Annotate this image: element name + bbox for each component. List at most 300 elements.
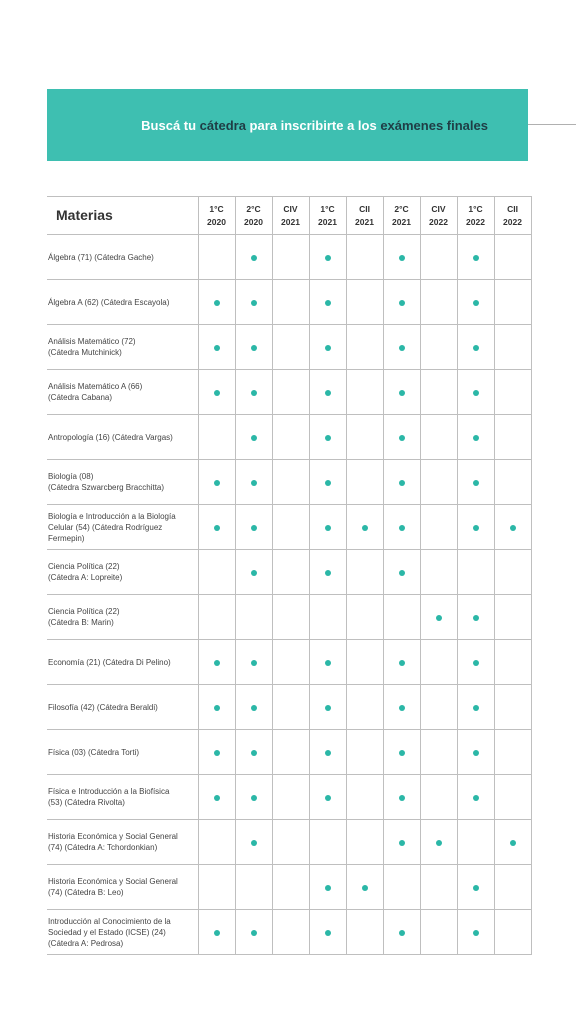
availability-cell [198, 235, 235, 280]
availability-cell [235, 325, 272, 370]
available-dot-icon [473, 795, 479, 801]
column-header [383, 197, 420, 235]
availability-cell [494, 685, 531, 730]
available-dot-icon [251, 930, 257, 936]
available-dot-icon [362, 885, 368, 891]
available-dot-icon [473, 885, 479, 891]
availability-cell [309, 820, 346, 865]
availability-cell [198, 730, 235, 775]
availability-cell [420, 910, 457, 955]
available-dot-icon [325, 930, 331, 936]
available-dot-icon [325, 660, 331, 666]
available-dot-icon [251, 750, 257, 756]
table-row [47, 505, 531, 550]
availability-cell [198, 505, 235, 550]
available-dot-icon [473, 705, 479, 711]
subject-name-line: Biología e Introducción a la Biología [48, 511, 176, 521]
availability-cell [235, 640, 272, 685]
column-period: 1°C [209, 203, 224, 214]
available-dot-icon [325, 525, 331, 531]
available-dot-icon [251, 840, 257, 846]
availability-cell [383, 370, 420, 415]
column-period: CIV [431, 203, 446, 214]
available-dot-icon [473, 300, 479, 306]
available-dot-icon [251, 525, 257, 531]
column-period: 1°C [320, 203, 335, 214]
available-dot-icon [399, 435, 405, 441]
available-dot-icon [214, 300, 220, 306]
availability-cell [346, 865, 383, 910]
availability-cell [383, 235, 420, 280]
availability-cell [420, 775, 457, 820]
subject-name-line: (Cátedra B: Marin) [48, 618, 114, 627]
subject-name-line: Antropología (16) (Cátedra Vargas) [48, 432, 173, 442]
column-year: 2021 [318, 216, 337, 227]
availability-cell [235, 775, 272, 820]
availability-cell [494, 730, 531, 775]
subject-name-line: Álgebra (71) (Cátedra Gache) [48, 252, 154, 262]
column-period: CII [359, 203, 370, 214]
availability-cell [235, 460, 272, 505]
column-header [420, 197, 457, 235]
availability-cell [457, 550, 494, 595]
subject-name [47, 370, 198, 415]
availability-cell [383, 820, 420, 865]
table-row [47, 865, 531, 910]
available-dot-icon [251, 795, 257, 801]
availability-cell [346, 460, 383, 505]
availability-cell [272, 325, 309, 370]
availability-cell [420, 505, 457, 550]
availability-cell [494, 280, 531, 325]
available-dot-icon [399, 480, 405, 486]
available-dot-icon [214, 795, 220, 801]
availability-cell [198, 595, 235, 640]
availability-cell [309, 910, 346, 955]
availability-cell [457, 910, 494, 955]
column-period: 2°C [246, 203, 261, 214]
availability-cell [457, 505, 494, 550]
availability-cell [346, 910, 383, 955]
available-dot-icon [473, 525, 479, 531]
available-dot-icon [436, 615, 442, 621]
availability-cell [235, 865, 272, 910]
available-dot-icon [473, 750, 479, 756]
availability-cell [457, 415, 494, 460]
subject-name-line: Historia Económica y Social General [48, 832, 178, 841]
availability-cell [383, 865, 420, 910]
subject-name-line: Ciencia Política (22) [48, 562, 120, 571]
subject-name [47, 460, 198, 505]
availability-cell [420, 280, 457, 325]
availability-cell [272, 370, 309, 415]
availability-cell [235, 550, 272, 595]
available-dot-icon [325, 480, 331, 486]
subject-name-line: Ciencia Política (22) [48, 607, 120, 616]
column-header [198, 197, 235, 235]
available-dot-icon [214, 525, 220, 531]
availability-cell [198, 685, 235, 730]
available-dot-icon [325, 570, 331, 576]
table-header-row [47, 197, 531, 235]
available-dot-icon [473, 390, 479, 396]
availability-cell [494, 550, 531, 595]
availability-cell [494, 505, 531, 550]
subject-name-line: Fermepin) [48, 533, 85, 543]
available-dot-icon [399, 345, 405, 351]
available-dot-icon [251, 435, 257, 441]
availability-cell [235, 505, 272, 550]
availability-cell [457, 370, 494, 415]
availability-cell [346, 325, 383, 370]
subject-name-line: (Cátedra A: Pedrosa) [48, 938, 124, 948]
availability-cell [235, 595, 272, 640]
availability-cell [494, 640, 531, 685]
subject-name-line: Física e Introducción a la Biofísica [48, 787, 170, 796]
column-year: 2021 [355, 216, 374, 227]
available-dot-icon [510, 840, 516, 846]
availability-cell [309, 640, 346, 685]
availability-cell [272, 820, 309, 865]
availability-cell [494, 325, 531, 370]
subject-name [47, 325, 198, 370]
availability-cell [457, 235, 494, 280]
availability-cell [272, 415, 309, 460]
available-dot-icon [251, 570, 257, 576]
availability-cell [457, 730, 494, 775]
subject-name-line: Sociedad y el Estado (ICSE) (24) [48, 927, 166, 937]
table-row [47, 370, 531, 415]
availability-cell [272, 730, 309, 775]
available-dot-icon [251, 660, 257, 666]
availability-cell [420, 730, 457, 775]
availability-cell [383, 325, 420, 370]
table-row [47, 235, 531, 280]
availability-cell [457, 280, 494, 325]
availability-cell [457, 460, 494, 505]
availability-cell [494, 595, 531, 640]
availability-cell [235, 730, 272, 775]
availability-cell [346, 775, 383, 820]
table-row [47, 325, 531, 370]
availability-cell [383, 775, 420, 820]
availability-cell [346, 505, 383, 550]
available-dot-icon [399, 255, 405, 261]
availability-cell [420, 325, 457, 370]
availability-cell [346, 550, 383, 595]
availability-cell [383, 460, 420, 505]
availability-cell [420, 640, 457, 685]
available-dot-icon [251, 705, 257, 711]
availability-cell [198, 415, 235, 460]
availability-cell [383, 640, 420, 685]
subject-name-line: (Cátedra Szwarcberg Bracchitta) [48, 483, 165, 492]
available-dot-icon [399, 300, 405, 306]
availability-cell [383, 550, 420, 595]
availability-cell [309, 730, 346, 775]
availability-cell [235, 235, 272, 280]
available-dot-icon [251, 390, 257, 396]
availability-cell [420, 685, 457, 730]
subject-name-line: Análisis Matemático A (66) [48, 382, 143, 391]
availability-cell [383, 280, 420, 325]
available-dot-icon [251, 480, 257, 486]
available-dot-icon [510, 525, 516, 531]
availability-cell [383, 730, 420, 775]
subject-name-line: Biología (08) [48, 472, 94, 481]
availability-cell [309, 595, 346, 640]
available-dot-icon [399, 930, 405, 936]
availability-cell [198, 550, 235, 595]
availability-cell [272, 505, 309, 550]
subject-name-line: Análisis Matemático (72) [48, 337, 136, 346]
availability-cell [235, 370, 272, 415]
availability-cell [346, 595, 383, 640]
available-dot-icon [436, 840, 442, 846]
availability-cell [198, 280, 235, 325]
subject-name [47, 820, 198, 865]
subject-name [47, 550, 198, 595]
subject-name [47, 235, 198, 280]
table-row [47, 460, 531, 505]
available-dot-icon [325, 435, 331, 441]
availability-cell [457, 595, 494, 640]
available-dot-icon [325, 750, 331, 756]
availability-cell [346, 370, 383, 415]
availability-cell [494, 910, 531, 955]
availability-cell [309, 865, 346, 910]
subject-name-line: Historia Económica y Social General [48, 877, 178, 886]
table-row [47, 730, 531, 775]
banner-title: Buscá tu cátedra para inscribirte a los exámenes finales [141, 117, 488, 133]
subject-name-line: Introducción al Conocimiento de la [48, 916, 171, 926]
available-dot-icon [473, 480, 479, 486]
availability-cell [494, 460, 531, 505]
availability-cell [457, 640, 494, 685]
available-dot-icon [399, 390, 405, 396]
available-dot-icon [399, 660, 405, 666]
subject-name-line: (53) (Cátedra Rivolta) [48, 798, 125, 807]
subject-name [47, 775, 198, 820]
availability-cell [235, 280, 272, 325]
availability-cell [309, 280, 346, 325]
subject-name-line: Física (03) (Cátedra Torti) [48, 747, 139, 757]
availability-cell [272, 910, 309, 955]
column-year: 2021 [281, 216, 300, 227]
available-dot-icon [214, 750, 220, 756]
available-dot-icon [473, 255, 479, 261]
availability-cell [457, 325, 494, 370]
availability-cell [420, 235, 457, 280]
availability-cell [420, 370, 457, 415]
availability-cell [494, 235, 531, 280]
availability-cell [383, 505, 420, 550]
availability-cell [420, 460, 457, 505]
subject-name-line: (Cátedra Cabana) [48, 393, 113, 402]
column-header [494, 197, 531, 235]
availability-cell [235, 685, 272, 730]
table-row [47, 685, 531, 730]
available-dot-icon [473, 435, 479, 441]
available-dot-icon [325, 255, 331, 261]
exam-schedule-table [47, 196, 532, 955]
availability-cell [235, 910, 272, 955]
available-dot-icon [214, 345, 220, 351]
availability-cell [235, 415, 272, 460]
availability-cell [346, 235, 383, 280]
subject-name-line: (74) (Cátedra A: Tchordonkian) [48, 843, 158, 852]
availability-cell [309, 415, 346, 460]
availability-cell [420, 415, 457, 460]
available-dot-icon [399, 525, 405, 531]
availability-cell [198, 325, 235, 370]
availability-cell [494, 775, 531, 820]
subject-name [47, 280, 198, 325]
available-dot-icon [251, 255, 257, 261]
availability-cell [272, 865, 309, 910]
column-year: 2020 [244, 216, 263, 227]
available-dot-icon [473, 660, 479, 666]
available-dot-icon [325, 705, 331, 711]
available-dot-icon [214, 390, 220, 396]
availability-cell [494, 415, 531, 460]
availability-cell [272, 460, 309, 505]
column-period: 1°C [468, 203, 483, 214]
column-header [272, 197, 309, 235]
available-dot-icon [473, 345, 479, 351]
availability-cell [420, 595, 457, 640]
available-dot-icon [325, 885, 331, 891]
availability-cell [346, 730, 383, 775]
column-year: 2021 [392, 216, 411, 227]
availability-cell [309, 325, 346, 370]
subject-name [47, 865, 198, 910]
availability-cell [272, 550, 309, 595]
availability-cell [272, 775, 309, 820]
column-year: 2022 [466, 216, 485, 227]
subject-name-line: Álgebra A (62) (Cátedra Escayola) [48, 297, 170, 307]
available-dot-icon [399, 750, 405, 756]
availability-cell [420, 865, 457, 910]
availability-cell [383, 685, 420, 730]
available-dot-icon [399, 795, 405, 801]
available-dot-icon [214, 930, 220, 936]
column-period: CII [507, 203, 518, 214]
column-header [235, 197, 272, 235]
column-period: CIV [283, 203, 298, 214]
availability-cell [346, 640, 383, 685]
availability-cell [346, 280, 383, 325]
subject-name-line: (Cátedra A: Lopreite) [48, 573, 123, 582]
availability-cell [309, 235, 346, 280]
availability-cell [198, 640, 235, 685]
table-row [47, 820, 531, 865]
column-header [346, 197, 383, 235]
header-banner [47, 89, 528, 161]
subject-name [47, 910, 198, 955]
availability-cell [346, 820, 383, 865]
subject-name [47, 730, 198, 775]
availability-cell [309, 550, 346, 595]
availability-cell [309, 505, 346, 550]
available-dot-icon [399, 840, 405, 846]
availability-cell [272, 640, 309, 685]
availability-cell [346, 415, 383, 460]
available-dot-icon [399, 705, 405, 711]
available-dot-icon [251, 345, 257, 351]
availability-cell [309, 685, 346, 730]
subject-name-line: Filosofía (42) (Cátedra Beraldi) [48, 702, 158, 712]
availability-cell [235, 820, 272, 865]
subject-name [47, 505, 198, 550]
availability-cell [272, 280, 309, 325]
availability-cell [272, 685, 309, 730]
availability-cell [383, 910, 420, 955]
availability-cell [272, 595, 309, 640]
available-dot-icon [325, 300, 331, 306]
table-row [47, 910, 531, 955]
available-dot-icon [214, 705, 220, 711]
availability-cell [198, 460, 235, 505]
availability-cell [198, 865, 235, 910]
availability-cell [198, 370, 235, 415]
table-row [47, 280, 531, 325]
column-period: 2°C [394, 203, 409, 214]
availability-cell [457, 685, 494, 730]
column-year: 2022 [429, 216, 448, 227]
availability-cell [457, 775, 494, 820]
availability-cell [309, 460, 346, 505]
available-dot-icon [214, 660, 220, 666]
availability-cell [309, 775, 346, 820]
subject-name-line: (Cátedra Mutchinick) [48, 348, 122, 357]
subject-name [47, 640, 198, 685]
availability-cell [272, 235, 309, 280]
available-dot-icon [362, 525, 368, 531]
table-row [47, 415, 531, 460]
decorative-line [528, 124, 576, 125]
availability-cell [198, 910, 235, 955]
availability-cell [198, 820, 235, 865]
availability-cell [383, 415, 420, 460]
availability-cell [198, 775, 235, 820]
availability-cell [309, 370, 346, 415]
column-header [309, 197, 346, 235]
available-dot-icon [325, 345, 331, 351]
available-dot-icon [473, 615, 479, 621]
availability-cell [420, 820, 457, 865]
available-dot-icon [325, 390, 331, 396]
availability-cell [420, 550, 457, 595]
availability-cell [457, 865, 494, 910]
subject-name [47, 415, 198, 460]
availability-cell [494, 370, 531, 415]
available-dot-icon [473, 930, 479, 936]
table-row [47, 640, 531, 685]
materias-header: Materias [47, 197, 198, 235]
availability-cell [346, 685, 383, 730]
table-row [47, 595, 531, 640]
availability-cell [494, 820, 531, 865]
available-dot-icon [251, 300, 257, 306]
available-dot-icon [214, 480, 220, 486]
table-row [47, 550, 531, 595]
subject-name [47, 595, 198, 640]
available-dot-icon [399, 570, 405, 576]
table-row [47, 775, 531, 820]
column-header [457, 197, 494, 235]
column-year: 2022 [503, 216, 522, 227]
